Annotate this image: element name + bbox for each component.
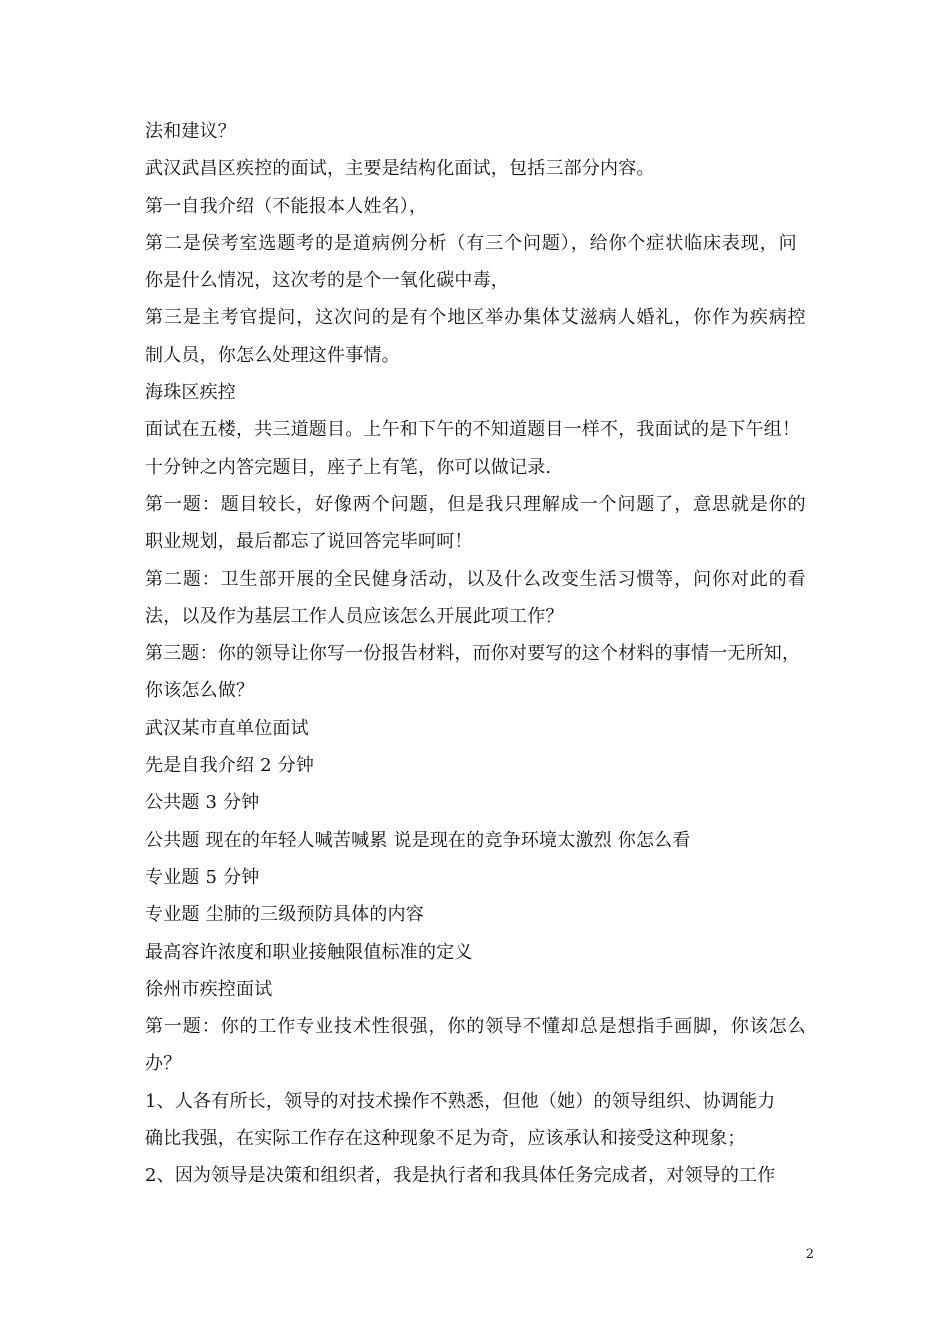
text-line: 办？ — [145, 1053, 182, 1075]
text-line: 武汉某市直单位面试 — [145, 717, 309, 739]
text-line: 徐州市疾控面试 — [145, 978, 273, 1000]
text-line: 先是自我介绍 2 分钟 — [145, 755, 315, 777]
document-body — [145, 113, 810, 1195]
text-line: 十分钟之内答完题目，座子上有笔，你可以做记录. — [145, 456, 552, 478]
text-line: 2、因为领导是决策和组织者，我是执行者和我具体任务完成者，对领导的工作 — [145, 1165, 776, 1187]
text-line: 1、人各有所长，领导的对技术操作不熟悉，但他（她）的领导组织、协调能力 — [145, 1090, 776, 1112]
text-line: 制人员，你怎么处理这件事情。 — [145, 344, 400, 366]
text-line: 武汉武昌区疾控的面试，主要是结构化面试，包括三部分内容。 — [145, 158, 655, 180]
text-line: 第一题：你的工作专业技术性很强，你的领导不懂却总是想指手画脚，你该怎么 — [145, 1016, 807, 1038]
text-line: 你该怎么做？ — [145, 680, 255, 702]
text-line: 第三是主考官提问，这次问的是有个地区举办集体艾滋病人婚礼，你作为疾病控 — [145, 307, 807, 329]
text-line: 最高容许浓度和职业接触限值标准的定义 — [145, 941, 473, 963]
text-line: 公共题 现在的年轻人喊苦喊累 说是现在的竞争环境太激烈 你怎么看 — [145, 829, 691, 851]
text-line: 第二是侯考室选题考的是道病例分析（有三个问题），给你个症状临床表现，问 — [145, 232, 798, 254]
text-line: 法，以及作为基层工作人员应该怎么开展此项工作？ — [145, 605, 564, 627]
text-line: 职业规划，最后都忘了说回答完毕呵呵！ — [145, 531, 473, 553]
text-line: 你是什么情况，这次考的是个一氧化碳中毒， — [145, 270, 509, 292]
text-line: 海珠区疾控 — [145, 382, 236, 404]
text-line: 专业题 尘肺的三级预防具体的内容 — [145, 904, 424, 926]
page-number: 2 — [805, 1247, 814, 1262]
text-line: 法和建议？ — [145, 121, 236, 142]
text-line: 专业题 5 分钟 — [145, 866, 260, 888]
text-line: 第二题：卫生部开展的全民健身活动，以及什么改变生活习惯等，问你对此的看 — [145, 568, 807, 590]
text-line: 第一题：题目较长，好像两个问题，但是我只理解成一个问题了，意思就是你的 — [145, 493, 807, 515]
text-line: 第三题：你的领导让你写一份报告材料，而你对要写的这个材料的事情一无所知， — [145, 643, 801, 665]
text-line: 确比我强，在实际工作存在这种现象不足为奇，应该承认和接受这种现象； — [145, 1128, 746, 1150]
text-line: 第一自我介绍（不能报本人姓名）， — [145, 195, 428, 217]
text-line: 公共题 3 分钟 — [145, 792, 260, 814]
text-line: 面试在五楼，共三道题目。上午和下午的不知道题目一样不，我面试的是下午组！ — [145, 419, 801, 441]
